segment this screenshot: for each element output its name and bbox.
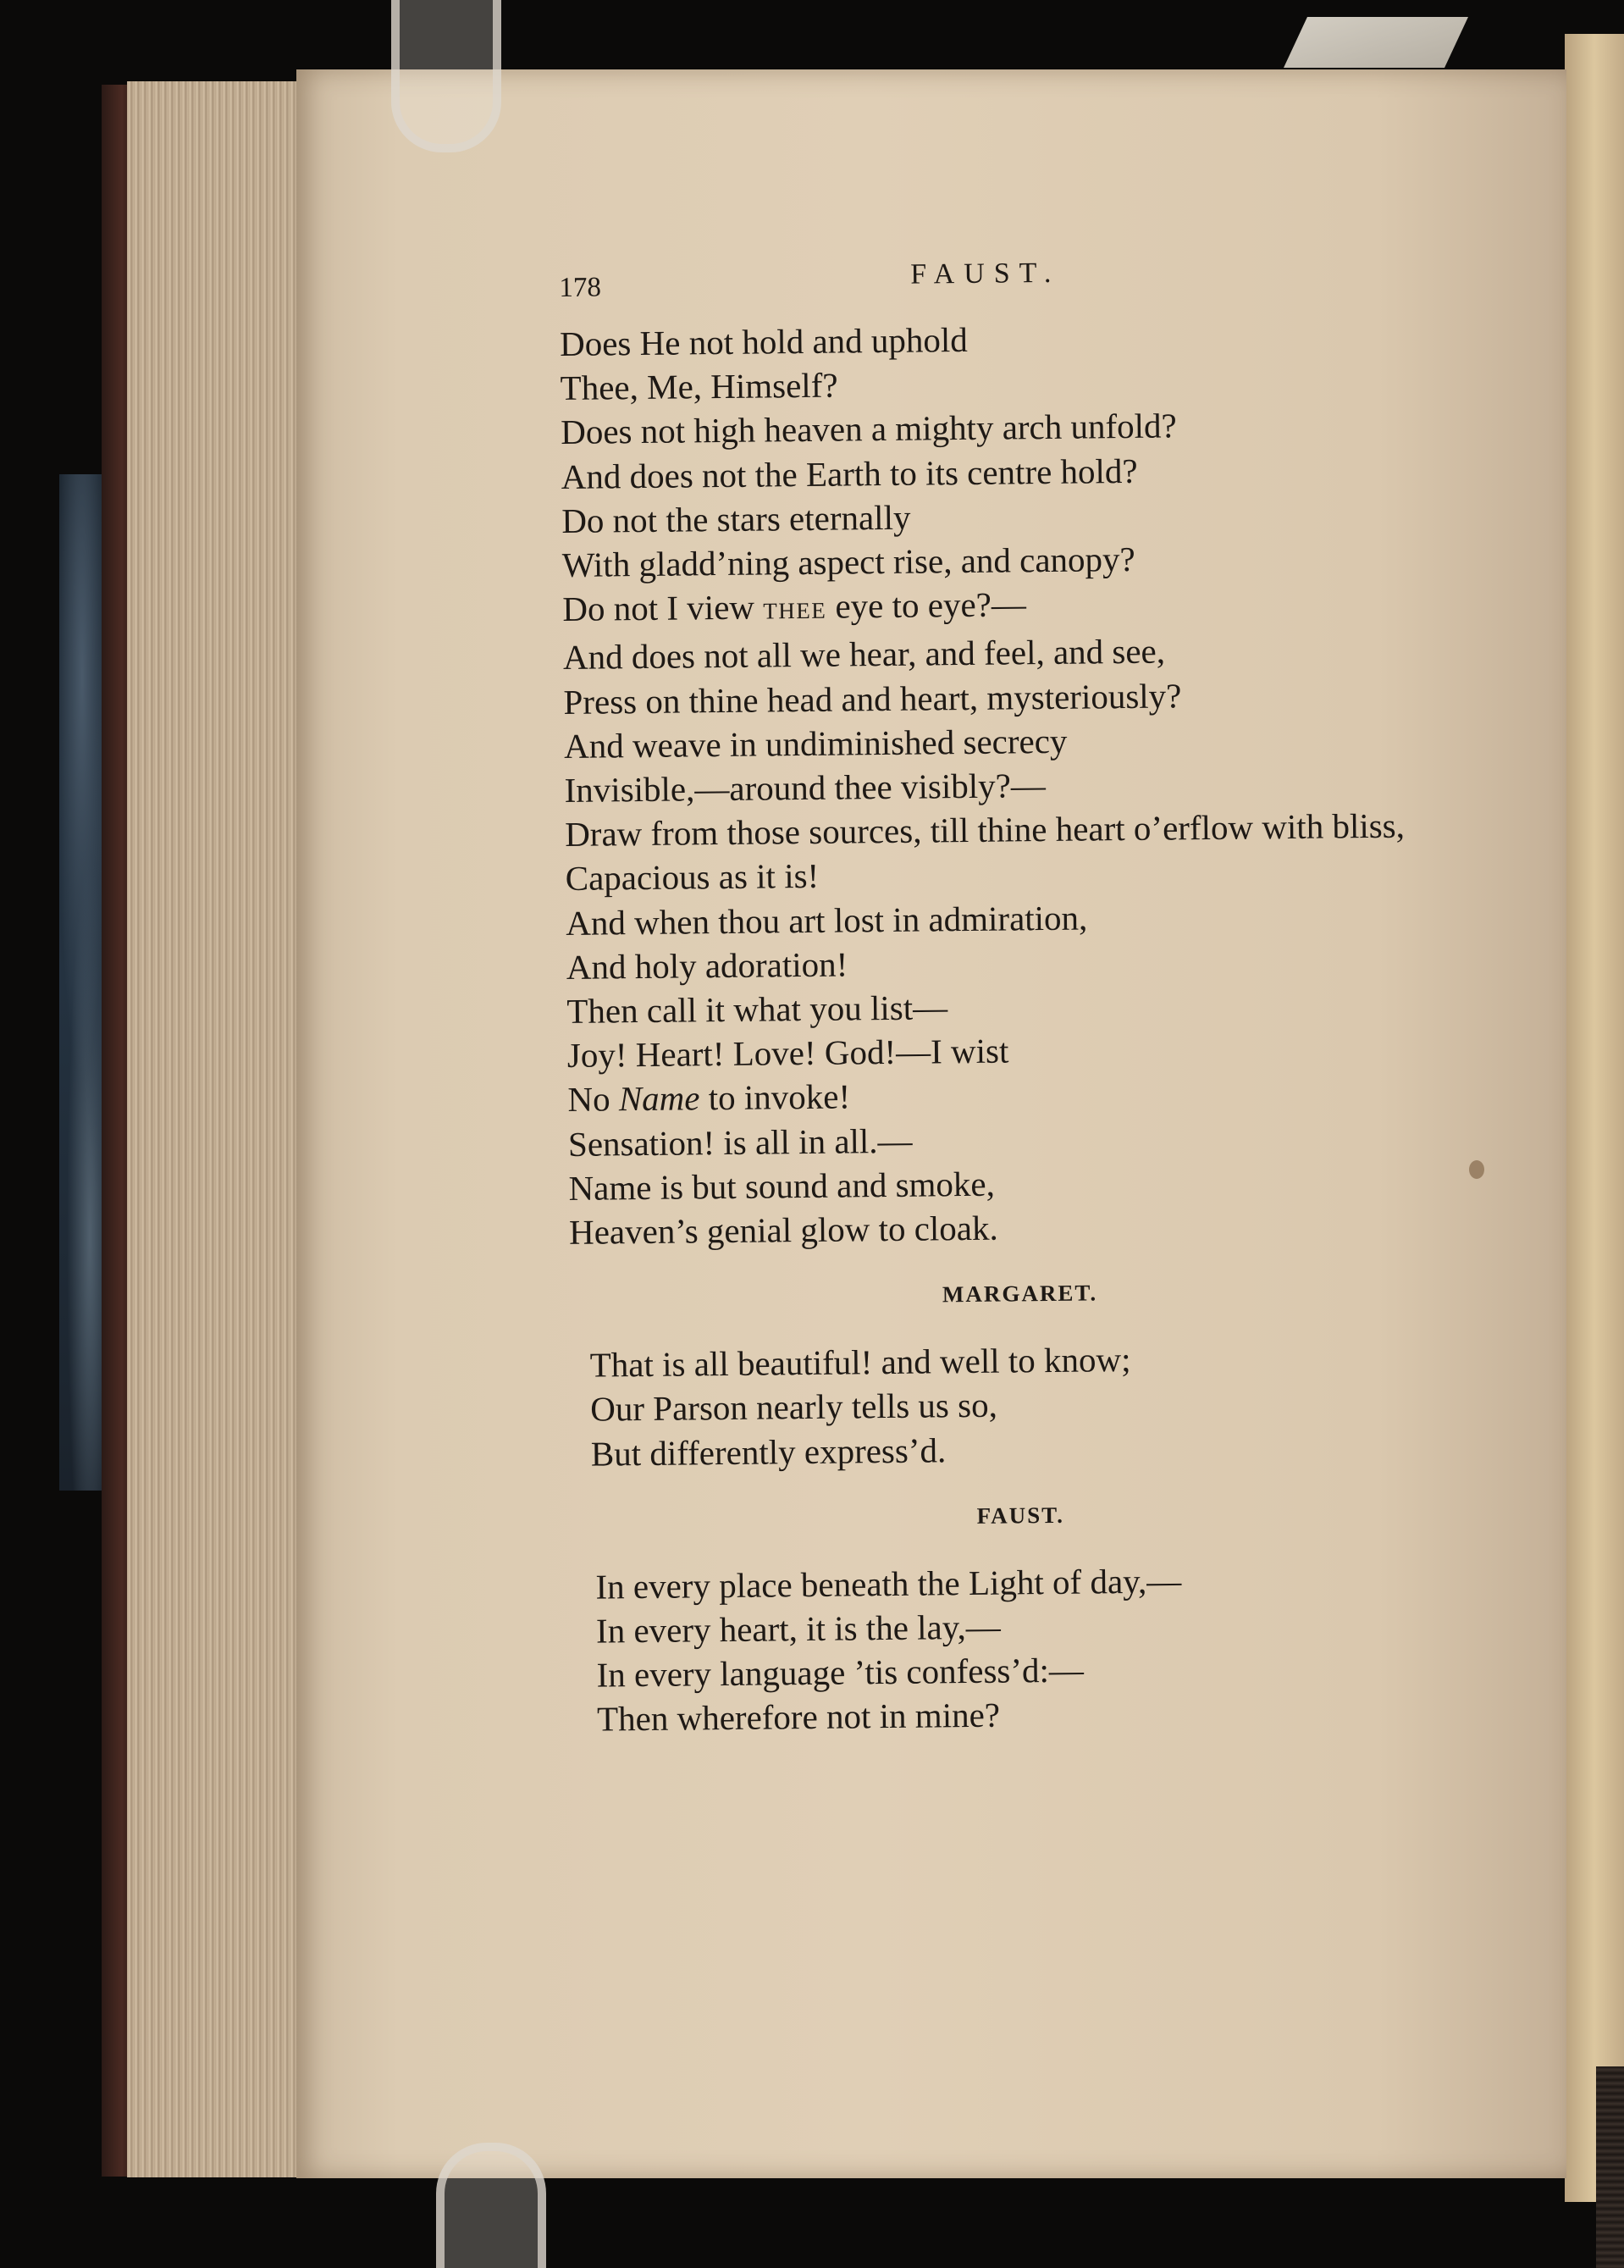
verse-line: Draw from those sources, till thine heart o’erflow with bliss, [564,805,1406,855]
italic-word: Name [618,1078,700,1119]
verse-line: Heaven’s genial glow to cloak. [568,1208,998,1252]
stanza-1 [560,312,1551,1254]
verse-text: Do not I view [562,587,764,629]
verse-line: Sensation! is all in all.— [567,1120,913,1164]
verse-line: And does not the Earth to its centre hold? [561,451,1138,496]
page-edges [127,81,305,2177]
stanza-2 [570,1333,1554,1476]
verse-text: to invoke! [699,1076,851,1118]
right-bottom-shadow [1596,2066,1624,2268]
verse-line: Thee, Me, Himself? [560,365,838,408]
verse-line: Joy! Heart! Love! God!—I wist [566,1031,1009,1076]
stanza-3 [572,1555,1556,1742]
facing-page-edge [1565,34,1624,2202]
paper-fold [1284,17,1468,68]
page-number: 178 [559,272,602,303]
verse-line: Does He not hold and uphold [559,319,969,363]
verse-line: And when thou art lost in admiration, [566,898,1088,943]
verse-line: Name is but sound and smoke, [568,1164,996,1208]
header-title: FAUST. [910,257,1061,290]
verse-line: Invisible,—around thee visibly?— [564,766,1047,810]
page-text [559,244,1556,1742]
verse-line: In every language ’tis confess’d:— [596,1650,1085,1695]
verse-line: But differently express’d. [590,1430,947,1474]
verse-line: In every place beneath the Light of day,— [595,1561,1182,1607]
verse-line: That is all beautiful! and well to know; [589,1340,1131,1385]
speaker-margaret: MARGARET. [942,1280,1098,1308]
verse-line: And holy adoration! [566,944,848,987]
verse-line: Then wherefore not in mine? [596,1695,1001,1740]
verse-line: With gladd’ning aspect rise, and canopy? [561,539,1135,584]
running-head [559,244,1542,322]
verse-line: Then call it what you list— [566,987,948,1031]
verse-line: Do not the stars eternally [561,497,911,540]
verse-line: Our Parson nearly tells us so, [590,1386,998,1430]
smallcaps-word: THEE [763,597,827,624]
verse-line: Capacious as it is! [565,856,820,899]
verse-text: eye to eye?— [826,584,1027,626]
verse-line: Press on thine head and heart, mysteriously? [563,675,1182,722]
verse-line: And does not all we hear, and feel, and see, [562,631,1166,678]
verse-line: And weave in undiminished secrecy [563,721,1068,766]
page-clip-bottom [436,2143,546,2268]
page-clip-top [391,0,501,152]
speaker-faust: FAUST. [976,1502,1065,1529]
verse-text: No [567,1079,620,1120]
verse-line: Does not high heaven a mighty arch unfold? [560,406,1177,452]
verse-line: In every heart, it is the lay,— [595,1607,1002,1651]
